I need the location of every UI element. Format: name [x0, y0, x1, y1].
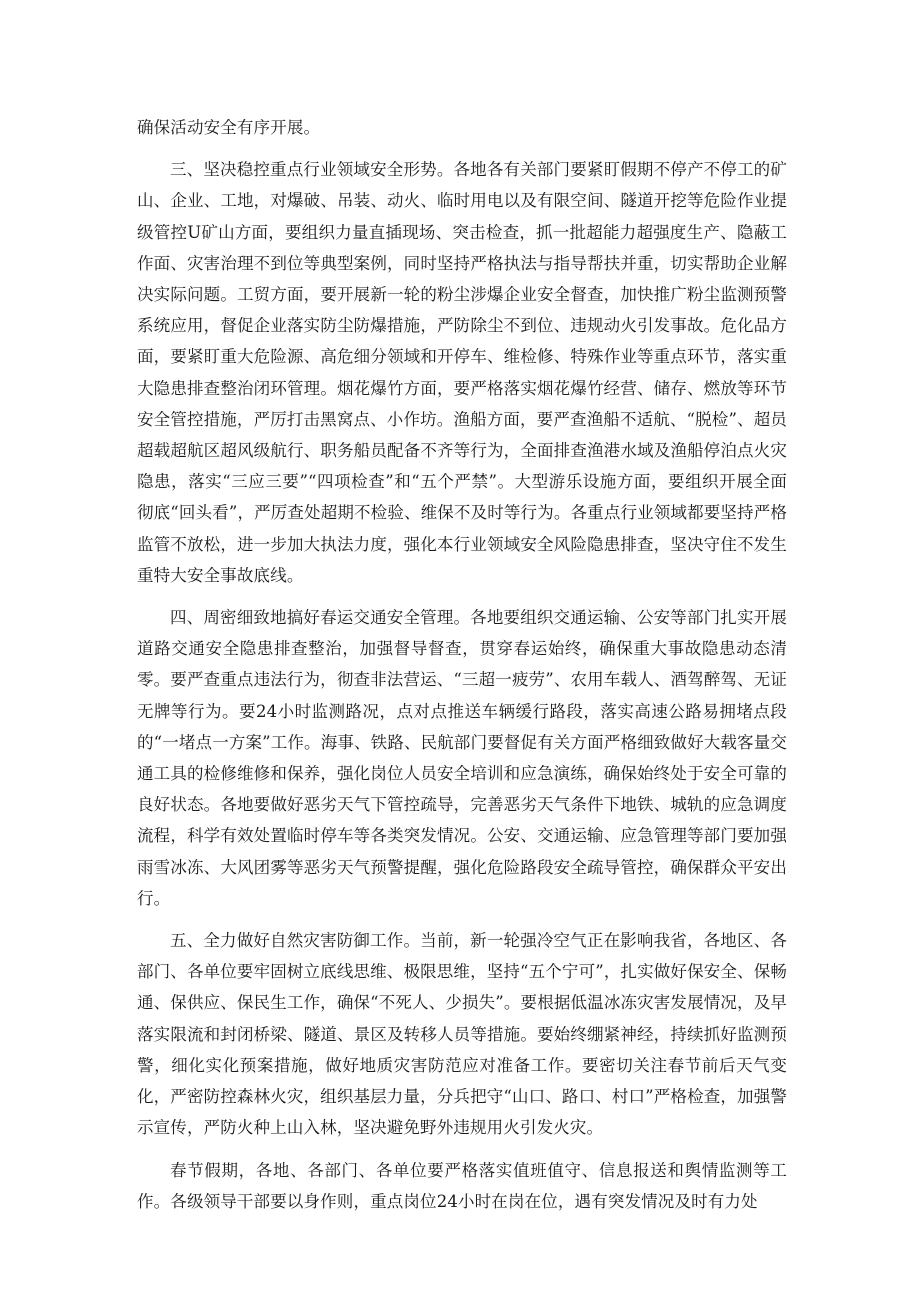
- paragraph-section-five: 五、全力做好自然灾害防御工作。当前，新一轮强冷空气正在影响我省，各地区、各部门、各单位要牢固树立底线思维、极限思维，坚持“五个宁可”，扎实做好保安全、保畅通、保供应、保民生工作，确保“不死人、少损失”。要根据低温冰冻灾害发展情况，及早落实限流和封闭桥梁、隧道、景区及转移人员等措施。要始终绷紧神经，持续抓好监测预警，细化实化预案措施，做好地质灾害防范应对准备工作。要密切关注春节前后天气变化，严密防控森林火灾，组织基层力量，分兵把守“山口、路口、村口”严格检查，加强警示宣传，严防火种上山入林，坚决避免野外违规用火引发火灾。: [137, 931, 787, 1138]
- paragraph-holiday-duty: 春节假期，各地、各部门、各单位要严格落实值班值守、信息报送和舆情监测等工作。各级领导干部要以身作则，重点岗位24小时在岗在位，遇有突发情况及时有力处: [137, 1160, 787, 1211]
- document-page: [137, 112, 787, 1228]
- paragraph-continued: 确保活动安全有序开展。: [137, 118, 321, 137]
- paragraph-section-three: 三、坚决稳控重点行业领域安全形势。各地各有关部门要紧盯假期不停产不停工的矿山、企业、工地，对爆破、吊装、动火、临时用电以及有限空间、隧道开挖等危险作业提级管控U矿山方面，要组织力量直插现场、突击检查，抓一批超能力超强度生产、隐蔽工作面、灾害治理不到位等典型案例，同时坚持严格执法与指导帮扶并重，切实帮助企业解决实际问题。工贸方面，要开展新一轮的粉尘涉爆企业安全督查，加快推广粉尘监测预警系统应用，督促企业落实防尘防爆措施，严防除尘不到位、违规动火引发事故。危化品方面，要紧盯重大危险源、高危细分领域和开停车、维检修、特殊作业等重点环节，落实重大隐患排查整治闭环管理。烟花爆竹方面，要严格落实烟花爆竹经营、储存、燃放等环节安全管控措施，严厉打击黑窝点、小作坊。渔船方面，要严查渔船不适航、“脱检”、超员超载超航区超风级航行、职务船员配备不齐等行为，全面排查渔港水域及渔船停泊点火灾隐患，落实“三应三要”“四项检查”和“五个严禁”。大型游乐设施方面，要组织开展全面彻底“回头看”，严厉查处超期不检验、维保不及时等行为。各重点行业领域都要坚持严格监管不放松，进一步加大执法力度，强化本行业领域安全风险隐患排查，坚决守住不发生重特大安全事故底线。: [137, 160, 787, 585]
- paragraph-section-four: 四、周密细致地搞好春运交通安全管理。各地要组织交通运输、公安等部门扎实开展道路交通安全隐患排查整治，加强督导督查，贯穿春运始终，确保重大事故隐患动态清零。要严查重点违法行为，彻查非法营运、“三超一疲劳”、农用车载人、酒驾醉驾、无证无牌等行为。要24小时监测路况，点对点推送车辆缓行路段，落实高速公路易拥堵点段的“一堵点一方案”工作。海事、铁路、民航部门要督促有关方面严格细致做好大载客量交通工具的检修维修和保养，强化岗位人员安全培训和应急演练，确保始终处于安全可靠的良好状态。各地要做好恶劣天气下管控疏导，完善恶劣天气条件下地铁、城轨的应急调度流程，科学有效处置临时停车等各类突发情况。公安、交通运输、应急管理等部门要加强雨雪冰冻、大风团雾等恶劣天气预警提醒，强化危险路段安全疏导管控，确保群众平安出行。: [137, 608, 787, 908]
